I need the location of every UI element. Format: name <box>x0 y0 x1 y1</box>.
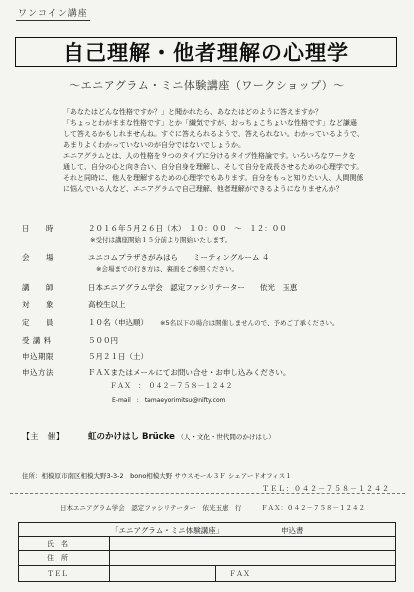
intro-line: して答えるかもしれませんね。すぐに答えられるようで、答えられない。わかっているようで、 <box>63 130 364 138</box>
series-label: ワンコイン講座 <box>16 6 90 21</box>
application-form <box>18 522 396 582</box>
form-title-suffix: 申込書 <box>281 526 304 535</box>
intro-line: 「ちょっとわがままな性格です」とか「繊気ですが、おっちょこちょいな性格です」など謙遜 <box>63 119 357 127</box>
venue-label: 会 場 <box>22 253 54 262</box>
deadline-label: 申込期限 <box>22 352 54 361</box>
lecturer-label: 講 師 <box>22 283 54 292</box>
name-label: 氏 名 <box>47 540 68 548</box>
method-value: ＦＡＸまたはメールにてお問い合せ・お申し込みください。 <box>88 368 291 377</box>
intro-line: 通して、自分の心と向き合い、自分自身を理解し、そして自分を成長させるための心理学です。 <box>63 163 364 171</box>
lecturer-value: 日本エニアグラム学会 認定ファシリテーター 依光 玉恵 <box>88 283 298 292</box>
organizer-label: 【主 催】 <box>22 432 65 441</box>
organizer-name: 虹のかけはし Brücke <box>88 432 175 442</box>
cut-line-divider <box>10 493 405 494</box>
target-label: 対 象 <box>22 300 54 309</box>
fee-label: 受 講 料 <box>22 336 52 345</box>
form-label-divider <box>109 536 110 581</box>
tel-field[interactable] <box>109 565 229 581</box>
page-subtitle: ～エニアグラム・ミニ体験講座（ワークショップ）～ <box>69 79 345 92</box>
intro-line: それと同時に、他人を理解するための心理学でもあります。自分をもっと知りたい人、人間関係 <box>63 174 364 182</box>
capacity-label: 定 員 <box>22 318 54 327</box>
form-vertical-divider <box>215 565 216 581</box>
capacity-note: ※5名以下の場合は開催しませんので、予めご了承ください。 <box>160 319 339 327</box>
intro-line: エニアグラムとは、人の性格を９つのタイプに分けるタイプ性格論です。いろいろなワークを <box>63 152 356 160</box>
intro-line: あまりよくわかっていないのが自分ではないでしょうか。 <box>63 141 245 149</box>
tel-label: ＴＥＬ <box>47 570 68 578</box>
deadline-value: ５月２１日（土） <box>88 352 148 361</box>
organizer-tel: ＴＥＬ：０４２－７５８－１２４２ <box>262 485 390 493</box>
date-label: 日 時 <box>22 224 54 233</box>
capacity-value: １０名（申込順） <box>88 318 148 327</box>
fax-field[interactable] <box>259 565 394 581</box>
intro-line: に悩んでいる人など、エニアグラムで自己理解、他者理解ができるようになりませんか？ <box>63 185 343 193</box>
date-value: ２０１６年５月２６日（木） １０：００ ～ １２：００ <box>88 224 287 233</box>
fee-value: ５００円 <box>88 336 118 345</box>
name-field[interactable] <box>109 536 394 550</box>
footer-contact: 日本エニアグラム学会 認定ファシリテーター 依光玉恵 行 ＦＡＸ：０４２－７５８－１２４２ <box>60 504 365 512</box>
target-value: 高校生以上 <box>88 300 126 309</box>
intro-line: 「あなたはどんな性格ですか？」と聞かれたら、あなたはどのように答えますか？ <box>63 108 322 116</box>
email-line: E-mail : tamaeyorimitsu@nifty.com <box>112 397 226 404</box>
fax-line: ＦＡＸ ： ０４２－７５８－１２４２ <box>110 382 233 390</box>
intro-text <box>63 107 364 195</box>
organizer-address: 住所：相模原市南区相模大野3-3-2 bono相模大野 サウスモール３Ｆ シェアードオフィス１ <box>22 472 292 480</box>
address-field[interactable] <box>109 550 394 565</box>
venue-value: ユニコムプラザさがみはら ミーティングルーム ４ <box>88 253 270 262</box>
method-label: 申込方法 <box>22 368 54 377</box>
organizer-sub: （人・文化・世代間のかけはし） <box>177 433 275 441</box>
form-title: 「エニアグラム・ミニ体験講座」 <box>111 526 224 535</box>
address-label: 住 所 <box>47 554 68 562</box>
date-note: ※受付は講座開始１５分前より開始いたします。 <box>90 236 232 244</box>
page-title: 自己理解・他者理解の心理学 <box>15 37 397 67</box>
fax-label: ＦＡＸ <box>229 570 250 578</box>
venue-note: ※会場までの行き方は、裏面をご参照ください。 <box>96 265 238 273</box>
